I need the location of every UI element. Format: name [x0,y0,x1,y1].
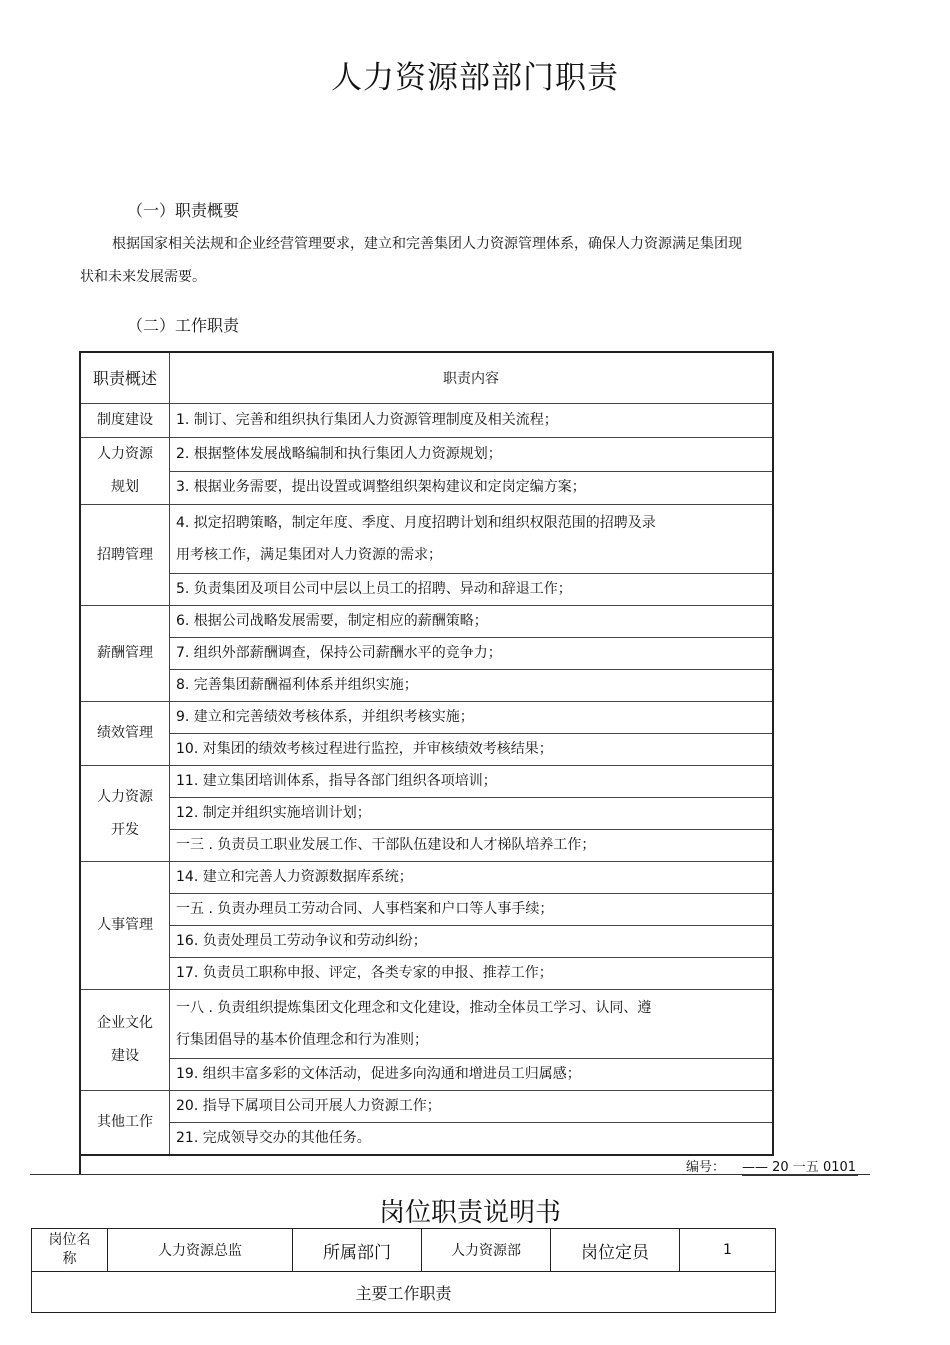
duty-row [80,830,773,862]
duty-category-line: 绩效管理 [97,725,153,741]
duty-item: 一三 . 负责员工职业发展工作、干部队伍建设和人才梯队培养工作； [170,830,774,862]
quota-value: 1 [680,1229,776,1272]
main-duties-row [32,1272,776,1313]
duty-row [80,1091,773,1123]
quota-label: 岗位定员 [551,1229,680,1272]
duty-item: 14. 建立和完善人力资源数据库系统； [170,862,774,894]
post-info-row [32,1229,776,1272]
duty-item: 17. 负责员工职称申报、评定，各类专家的申报、推荐工作； [170,958,774,990]
duty-item: 8. 完善集团薪酬福利体系并组织实施； [170,670,774,702]
duty-category-line: 其他工作 [97,1114,153,1130]
duty-item: 21. 完成领导交办的其他任务。 [170,1123,774,1156]
duty-table-body [80,352,773,1155]
header-category: 职责概述 [80,352,170,404]
duty-category-line: 开发 [111,821,139,838]
duty-row [80,702,773,734]
duty-item: 16. 负责处理员工劳动争议和劳动纠纷； [170,926,774,958]
section-heading-summary: （一）职责概要 [127,201,240,220]
document-title-2: 岗位职责说明书 [378,1198,561,1228]
duty-item: 一五 . 负责办理员工劳动合同、人事档案和户口等人事手续； [170,894,774,926]
post-name-label-line-1: 岗位名 [48,1232,91,1248]
duty-row [80,734,773,766]
main-duties-heading: 主要工作职责 [32,1272,776,1313]
post-name-label-line-2: 称 [62,1251,77,1267]
duty-item: 3. 根据业务需要，提出设置或调整组织架构建议和定岗定编方案； [170,471,774,505]
duty-item-line: 4. 拟定招聘策略，制定年度、季度、月度招聘计划和组织权限范围的招聘及录 [176,515,656,531]
duty-row [80,471,773,505]
duty-row [80,926,773,958]
duty-row [80,670,773,702]
duty-item: 20. 指导下属项目公司开展人力资源工作； [170,1091,774,1123]
duty-row [80,638,773,670]
duty-category [80,606,170,702]
duty-item-line: 行集团倡导的基本价值理念和行为准则； [176,1032,428,1048]
duty-category-line: 人力资源 [97,788,153,805]
number-label: 编号： [686,1160,726,1175]
duty-row [80,505,773,574]
duty-row [80,958,773,990]
duty-category-line: 人事管理 [97,917,153,933]
duty-row [80,404,773,438]
duty-item: 2. 根据整体发展战略编制和执行集团人力资源规划； [170,438,774,472]
duty-item [170,990,774,1059]
duty-category [80,404,170,438]
summary-paragraph [80,228,802,294]
duty-table [79,351,774,1156]
table-edge [79,1150,81,1174]
duty-category-line: 规划 [111,479,139,495]
summary-line-1: 根据国家相关法规和企业经营管理要求，建立和完善集团人力资源管理体系，确保人力资源满足集团现 [112,236,742,252]
duty-item: 6. 根据公司战略发展需要，制定相应的薪酬策略； [170,606,774,638]
duty-row [80,990,773,1059]
duty-category [80,1091,170,1156]
post-name-value: 人力资源总监 [108,1229,293,1272]
duty-category-line: 制度建设 [97,412,153,428]
post-info-table [31,1228,776,1313]
section-heading-duties: （二）工作职责 [127,316,240,335]
duty-item-line: 用考核工作，满足集团对人力资源的需求； [176,547,442,563]
duty-row [80,766,773,798]
duty-row [80,894,773,926]
header-content: 职责内容 [170,352,774,404]
number-value: —— 20 一五 0101 [742,1156,858,1176]
duty-row [80,798,773,830]
duty-item: 7. 组织外部薪酬调查，保持公司薪酬水平的竞争力； [170,638,774,670]
duty-category [80,702,170,766]
duty-item: 12. 制定并组织实施培训计划； [170,798,774,830]
duty-row [80,574,773,606]
duty-row [80,1123,773,1156]
duty-item [170,505,774,574]
duty-row [80,862,773,894]
duty-item-line: 一八 . 负责组织提炼集团文化理念和文化建设，推动全体员工学习、认同、遵 [176,1000,652,1016]
duty-item: 11. 建立集团培训体系，指导各部门组织各项培训； [170,766,774,798]
duty-item: 10. 对集团的绩效考核过程进行监控，并审核绩效考核结果； [170,734,774,766]
duty-item: 19. 组织丰富多彩的文体活动，促进多向沟通和增进员工归属感； [170,1059,774,1091]
duty-category-line: 建设 [111,1048,139,1064]
dept-label: 所属部门 [293,1229,422,1272]
duty-category-line: 薪酬管理 [97,645,153,661]
duty-category [80,990,170,1091]
duty-row [80,606,773,638]
duty-row [80,438,773,472]
summary-line-2: 状和未来发展需要。 [80,269,206,285]
post-name-label [32,1229,108,1272]
duty-category-line: 人力资源 [97,446,153,462]
duty-category [80,438,170,505]
duty-category [80,862,170,990]
duty-category [80,766,170,862]
dept-value: 人力资源部 [422,1229,551,1272]
duty-item: 5. 负责集团及项目公司中层以上员工的招聘、异动和辞退工作； [170,574,774,606]
duty-row [80,1059,773,1091]
duty-item: 9. 建立和完善绩效考核体系，并组织考核实施； [170,702,774,734]
duty-item: 1. 制订、完善和组织执行集团人力资源管理制度及相关流程； [170,404,774,438]
document-title: 人力资源部部门职责 [331,60,619,96]
duty-table-header-row [80,352,773,404]
duty-category [80,505,170,606]
duty-category-line: 企业文化 [97,1015,153,1031]
duty-category-line: 招聘管理 [97,546,153,563]
